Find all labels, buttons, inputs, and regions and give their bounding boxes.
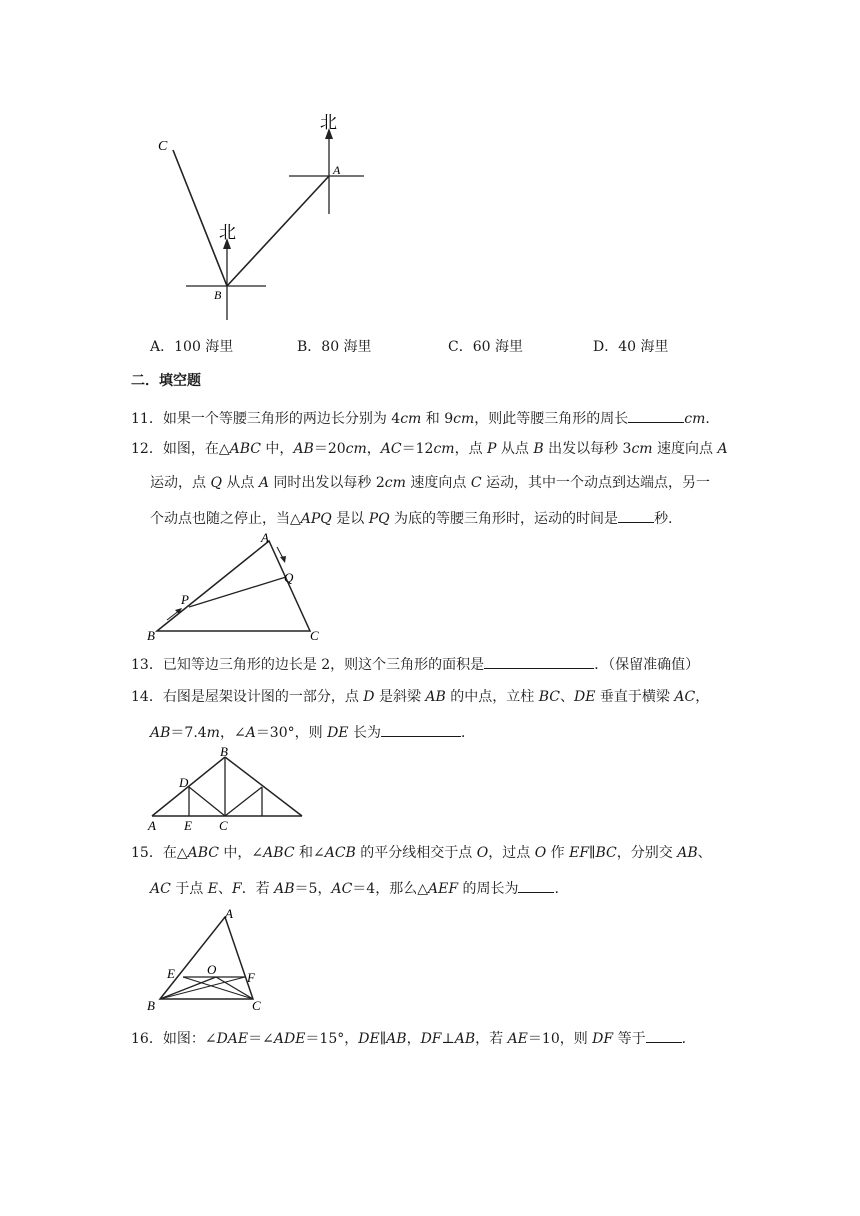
question-13: 13．已知等边三角形的边长是 2，则这个三角形的面积是 ．（保留准确值） xyxy=(131,657,700,673)
answer-blank[interactable] xyxy=(618,510,654,523)
label-b: B xyxy=(147,998,155,1012)
arrowhead-icon xyxy=(280,556,286,563)
label-c: C xyxy=(310,628,319,643)
q10-option-b[interactable]: B．80 海里 xyxy=(297,339,372,355)
answer-blank[interactable] xyxy=(484,656,594,669)
bearing-figure xyxy=(150,108,375,323)
label-a: A xyxy=(148,818,156,833)
triangle-abc xyxy=(157,541,310,631)
question-12-line-1: 12．如图，在△ABC 中，AB＝20cm，AC＝12cm，点 P 从点 B 出发以每秒 3cm 速度向点 A xyxy=(131,441,728,457)
label-o: O xyxy=(207,962,217,977)
north-label-top: 北 xyxy=(320,113,337,132)
label-e: E xyxy=(184,818,192,833)
question-15-line-1: 15．在△ABC 中，∠ABC 和∠ACB 的平分线相交于点 O，过点 O 作 EF∥BC，分别交 AB、 xyxy=(131,845,712,861)
label-c: C xyxy=(158,139,168,154)
roof-truss-figure xyxy=(144,744,309,834)
triangle-aef-figure xyxy=(145,902,275,1012)
label-c: C xyxy=(219,818,228,833)
label-b: B xyxy=(147,628,155,643)
question-15-line-2: AC 于点 E、F．若 AB＝5，AC＝4，那么△AEF 的周长为 . xyxy=(150,881,559,897)
q10-option-c[interactable]: C．60 海里 xyxy=(448,339,523,355)
question-11: 11．如果一个等腰三角形的两边长分别为 4cm 和 9cm，则此等腰三角形的周长 cm. xyxy=(131,411,710,427)
q10-option-a[interactable]: A．100 海里 xyxy=(150,339,234,355)
q10-option-d[interactable]: D．40 海里 xyxy=(593,339,669,355)
label-q: Q xyxy=(284,570,294,585)
section-title: 二．填空题 xyxy=(131,373,201,389)
question-12-line-2: 运动，点 Q 从点 A 同时出发以每秒 2cm 速度向点 C 运动，其中一个动点到达端点，另一 xyxy=(150,475,710,491)
label-a: A xyxy=(261,530,269,545)
label-b: B xyxy=(220,744,228,759)
label-b: B xyxy=(214,288,222,302)
segment-pq xyxy=(189,577,286,607)
answer-blank[interactable] xyxy=(646,1030,682,1043)
north-label-b: 北 xyxy=(219,223,236,242)
label-p: P xyxy=(181,592,189,607)
label-a: A xyxy=(333,163,341,177)
brace-right xyxy=(225,787,262,816)
answer-blank[interactable] xyxy=(518,880,554,893)
answer-blank[interactable] xyxy=(381,724,461,737)
label-a: A xyxy=(225,906,233,921)
answer-blank[interactable] xyxy=(628,410,684,423)
triangle-apq-figure xyxy=(145,530,325,645)
question-14-line-1: 14．右图是屋架设计图的一部分，点 D 是斜梁 AB 的中点，立柱 BC、DE 垂直于横梁 AC， xyxy=(131,689,710,705)
brace-dc xyxy=(189,787,225,816)
label-c: C xyxy=(252,998,261,1012)
label-e: E xyxy=(167,966,175,981)
question-16: 16．如图：∠DAE＝∠ADE＝15°，DE∥AB，DF⊥AB，若 AE＝10，则 DF 等于 . xyxy=(131,1031,687,1047)
question-14-line-2: AB＝7.4m，∠A＝30°，则 DE 长为 ． xyxy=(150,725,475,741)
segment-ec xyxy=(183,977,253,999)
label-d: D xyxy=(179,775,189,790)
question-12-line-3: 个动点也随之停止，当△APQ 是以 PQ 为底的等腰三角形时，运动的时间是 秒. xyxy=(150,511,673,527)
label-f: F xyxy=(247,970,255,985)
